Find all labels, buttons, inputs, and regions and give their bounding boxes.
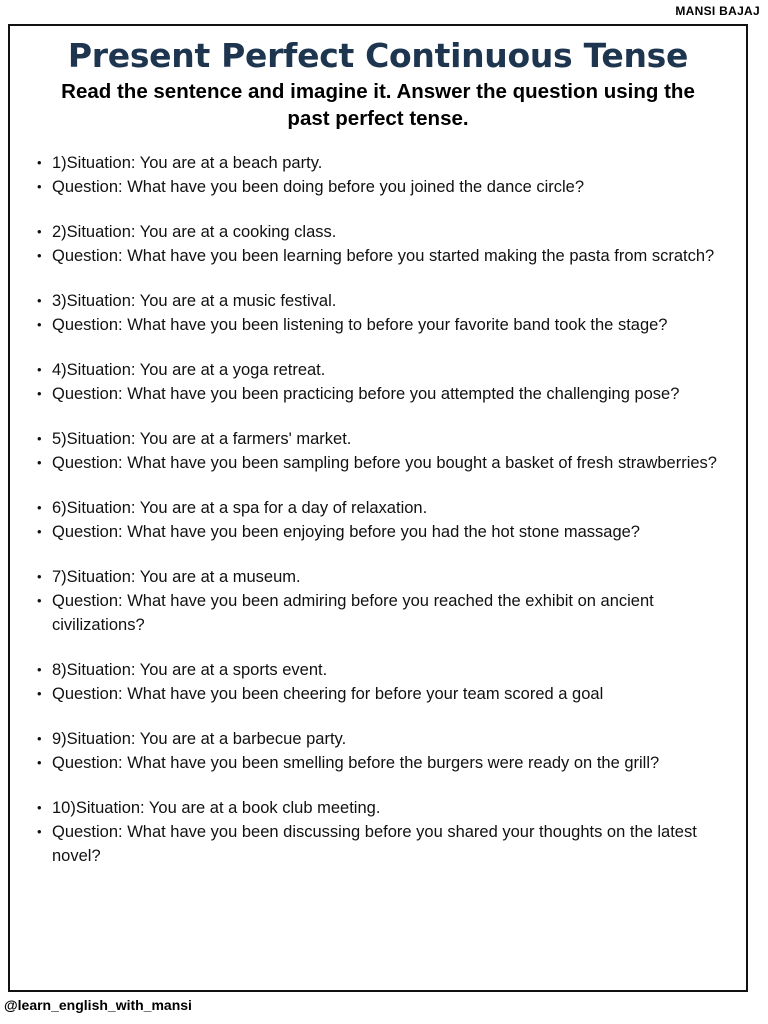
question-text: • Question: What have you been sampling before you bought a basket of fresh strawberries?	[52, 451, 730, 475]
situation-text: • 5)Situation: You are at a farmers' market.	[52, 427, 730, 451]
question-text: • Question: What have you been learning before you started making the pasta from scratch?	[52, 244, 730, 268]
situation-text: • 6)Situation: You are at a spa for a day of relaxation.	[52, 496, 730, 520]
situation-text: • 4)Situation: You are at a yoga retreat.	[52, 358, 730, 382]
situation-text: • 3)Situation: You are at a music festival.	[52, 289, 730, 313]
question-text: • Question: What have you been smelling before the burgers were ready on the grill?	[52, 751, 730, 775]
exercise-item-5	[52, 427, 730, 475]
question-text: • Question: What have you been discussing before you shared your thoughts on the latest novel?	[52, 820, 730, 868]
exercise-item-10	[52, 796, 730, 868]
situation-text: • 7)Situation: You are at a museum.	[52, 565, 730, 589]
exercise-list	[10, 151, 746, 868]
question-text: • Question: What have you been cheering for before your team scored a goal	[52, 682, 730, 706]
exercise-item-6	[52, 496, 730, 544]
exercise-item-7	[52, 565, 730, 637]
worksheet-instructions: Read the sentence and imagine it. Answer the question using the past perfect tense.	[61, 80, 695, 130]
author-name: MANSI BAJAJ	[675, 4, 760, 18]
situation-text: • 2)Situation: You are at a cooking class.	[52, 220, 730, 244]
exercise-item-8	[52, 658, 730, 706]
exercise-item-3	[52, 289, 730, 337]
question-text: • Question: What have you been doing before you joined the dance circle?	[52, 175, 730, 199]
situation-text: • 10)Situation: You are at a book club meeting.	[52, 796, 730, 820]
question-text: • Question: What have you been practicing before you attempted the challenging pose?	[52, 382, 730, 406]
situation-text: • 1)Situation: You are at a beach party.	[52, 151, 730, 175]
worksheet-frame	[8, 24, 748, 992]
question-text: • Question: What have you been listening to before your favorite band took the stage?	[52, 313, 730, 337]
worksheet-title: Present Perfect Continuous Tense	[67, 36, 689, 75]
question-text: • Question: What have you been admiring before you reached the exhibit on ancient civilizations?	[52, 589, 730, 637]
situation-text: • 8)Situation: You are at a sports event.	[52, 658, 730, 682]
exercise-item-1	[52, 151, 730, 199]
social-handle: @learn_english_with_mansi	[4, 997, 192, 1013]
question-text: • Question: What have you been enjoying before you had the hot stone massage?	[52, 520, 730, 544]
exercise-item-9	[52, 727, 730, 775]
exercise-item-4	[52, 358, 730, 406]
situation-text: • 9)Situation: You are at a barbecue party.	[52, 727, 730, 751]
exercise-item-2	[52, 220, 730, 268]
